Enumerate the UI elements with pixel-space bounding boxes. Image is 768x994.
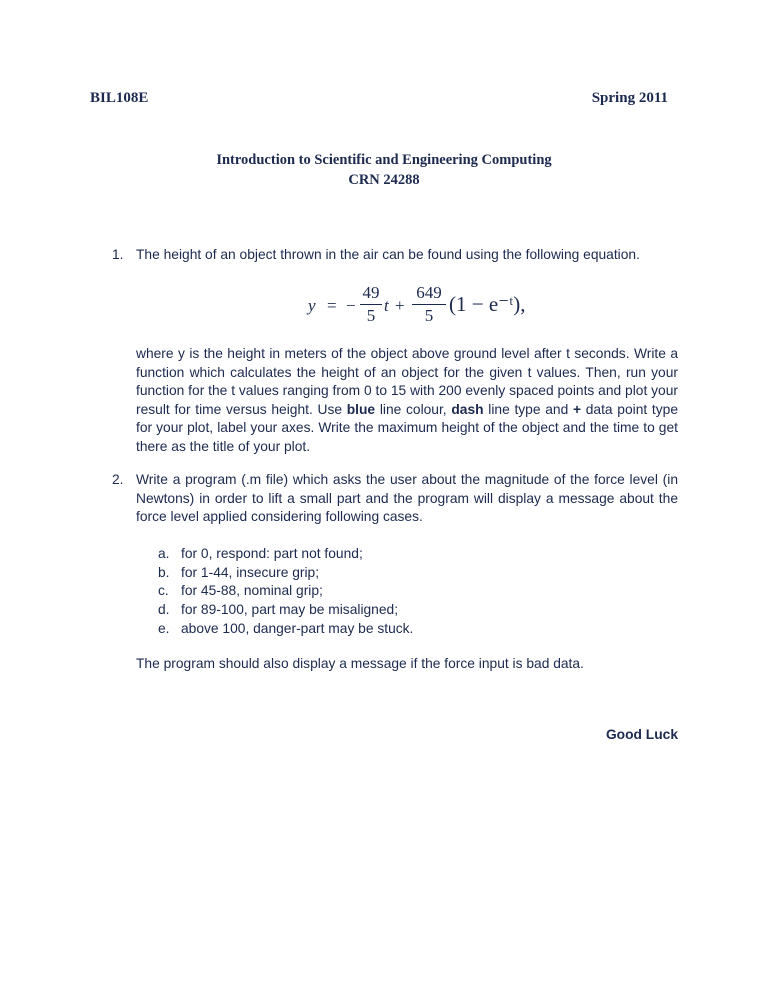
fraction-2-numerator: 649: [416, 283, 442, 302]
question-2-number: 2.: [112, 472, 124, 487]
equation-exponential-term: (1 − e⁻ᵗ),: [449, 292, 526, 316]
equation-plus: +: [395, 296, 405, 315]
list-item-letter: b.: [158, 564, 170, 580]
term: Spring 2011: [591, 90, 668, 106]
crn-number: CRN 24288: [348, 172, 420, 188]
course-code: BIL108E: [90, 90, 149, 106]
list-item-text: above 100, danger-part may be stuck.: [181, 620, 414, 636]
fraction-2-bar: [412, 304, 446, 305]
question-1-text-b: line colour,: [375, 401, 452, 417]
question-1-text-a: where y is the height in meters of the object above ground level after t seconds. Write a function which calculates the height of an object for the given t values. Then, run your function for the t values ranging from 0 to 15 with 200 evenly spaced points and plot your result for time versus height. Use: [136, 346, 678, 417]
list-item-letter: e.: [158, 620, 170, 636]
equation-lhs: y: [308, 296, 316, 315]
fraction-2-denominator: 5: [424, 306, 434, 325]
question-1: [112, 246, 678, 265]
question-1-intro: The height of an object thrown in the air can be found using the following equation.: [136, 247, 640, 262]
list-item-letter: d.: [158, 602, 170, 618]
keyword-dash: dash: [451, 401, 484, 417]
list-item-text: for 45-88, nominal grip;: [181, 583, 323, 599]
keyword-blue: blue: [346, 401, 376, 417]
equation-equals: =: [327, 296, 337, 315]
list-item-letter: c.: [158, 583, 169, 599]
fraction-1-bar: [360, 304, 382, 305]
course-title: Introduction to Scientific and Engineering Computing: [216, 152, 552, 168]
equation-minus: −: [346, 296, 356, 315]
question-1-text-d: data point type for your plot, label your axes. Write the maximum height of the object and the time to get there as the title of your plot.: [136, 401, 678, 454]
equation-fraction-1: [360, 283, 382, 326]
equation-t: t: [384, 296, 389, 315]
question-2-closing: The program should also display a message if the force input is bad data.: [136, 656, 584, 671]
question-1-instructions: [136, 345, 678, 456]
list-item-text: for 1-44, insecure grip;: [181, 564, 320, 580]
list-item-text: for 89-100, part may be misaligned;: [181, 602, 399, 618]
question-1-text-c: line type and: [483, 401, 573, 417]
keyword-plus: +: [572, 401, 582, 417]
list-item-text: for 0, respond: part not found;: [181, 546, 363, 561]
list-item-letter: a.: [158, 546, 170, 561]
equation-fraction-2: [412, 283, 446, 326]
height-equation: [300, 283, 540, 333]
title-block: [0, 150, 768, 190]
sign-off: Good Luck: [605, 727, 678, 742]
question-1-number: 1.: [112, 247, 124, 262]
fraction-1-denominator: 5: [366, 306, 376, 325]
question-2: [112, 471, 678, 527]
fraction-1-numerator: 49: [362, 283, 380, 302]
question-2-intro: Write a program (.m file) which asks the user about the magnitude of the force level (in Newtons) in order to lift a small part and the program will display a message about the force level applied considering following cases.: [136, 472, 678, 524]
